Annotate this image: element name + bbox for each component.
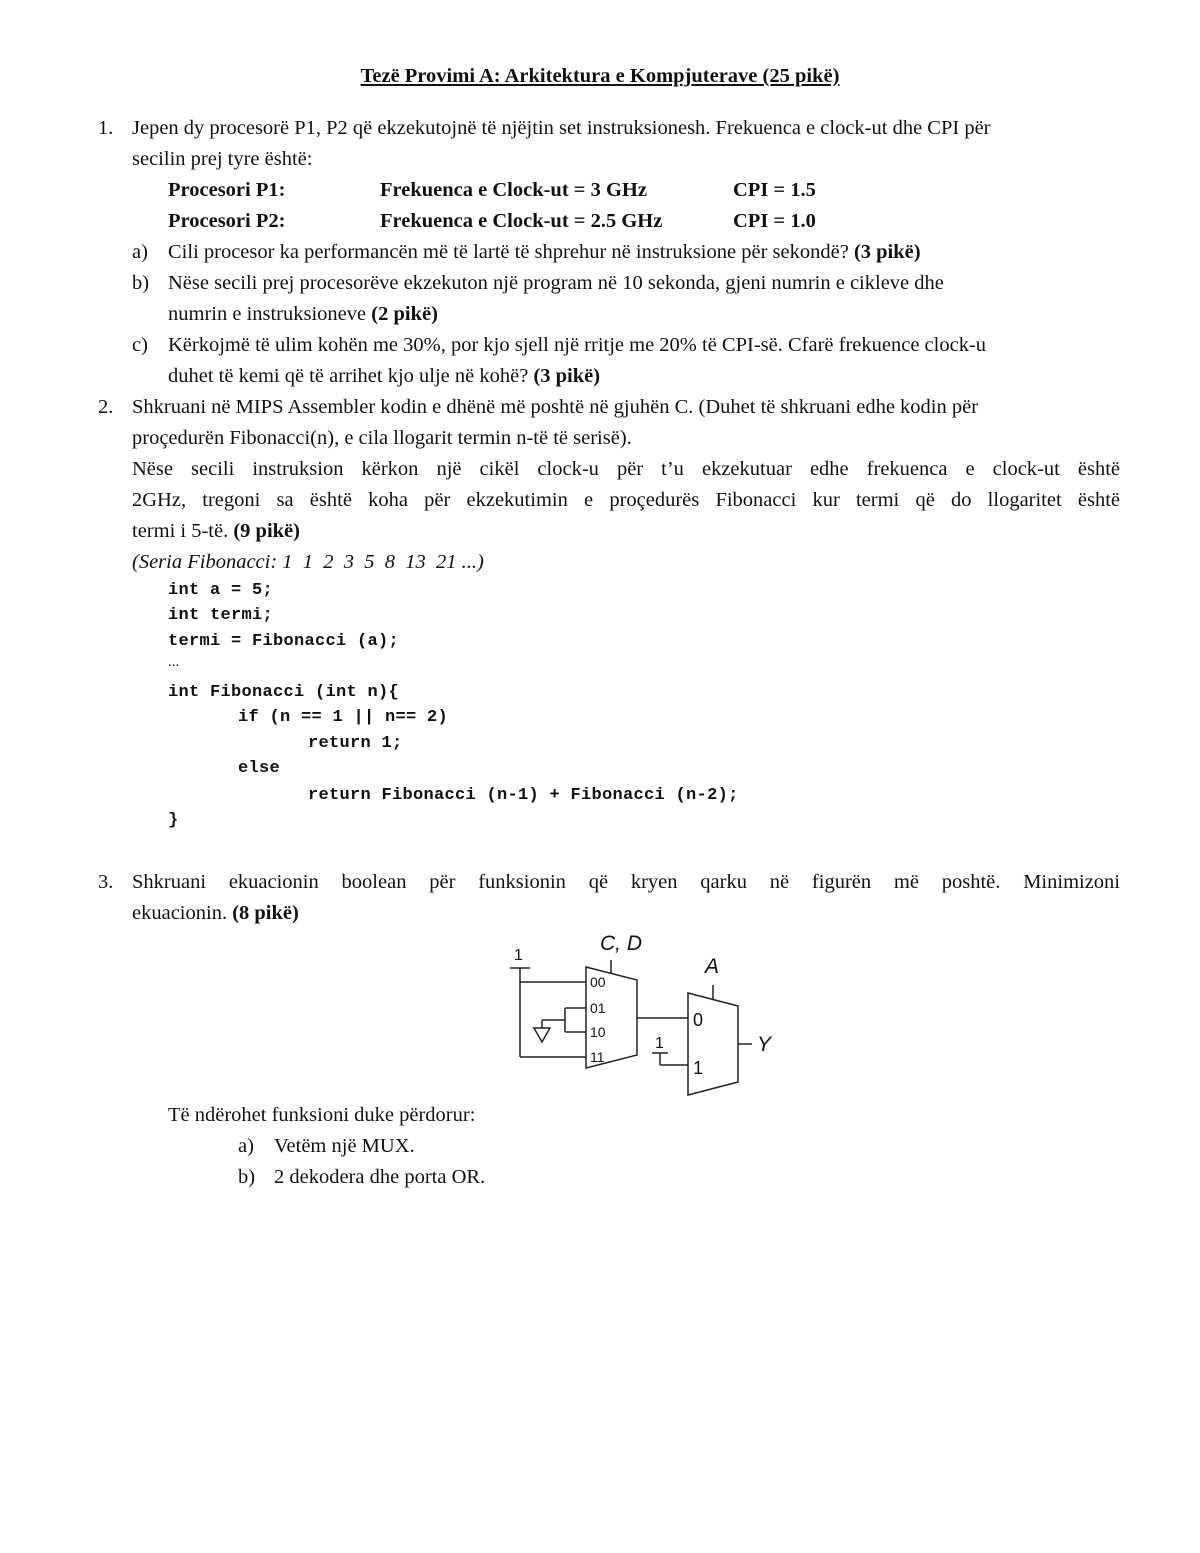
code-line: int a = 5; xyxy=(168,581,274,600)
p1-freq: Frekuenca e Clock-ut = 3 GHz xyxy=(380,179,647,201)
q1c-line2 xyxy=(168,366,600,387)
q3-opt-a-text: Vetëm një MUX. xyxy=(274,1135,415,1157)
q1b-line2 xyxy=(168,304,438,325)
q1-number: 1. xyxy=(98,117,114,139)
code-line: ... xyxy=(168,654,180,670)
p1-cpi: CPI = 1.5 xyxy=(733,179,816,201)
q3-task-intro: Të ndërohet funksioni duke përdorur: xyxy=(168,1104,476,1126)
q2-points: (9 pikë) xyxy=(233,520,300,542)
q1c-label: c) xyxy=(132,334,148,356)
mux2-input-1: 1 xyxy=(693,1058,704,1078)
q1a-label: a) xyxy=(132,241,148,263)
code-line: return 1; xyxy=(308,734,403,753)
q1c-line2-text: duhet të kemi që të arrihet kjo ulje në kohë? xyxy=(168,365,529,387)
mux-circuit-diagram xyxy=(500,925,800,1100)
q2-number: 2. xyxy=(98,396,114,418)
q1a-text xyxy=(168,242,921,263)
q1a-question: Cili procesor ka performancën më të lartë të shprehur në instruksione për sekondë? xyxy=(168,241,849,263)
q2-line1: Shkruani në MIPS Assembler kodin e dhënë më poshtë në gjuhën C. (Duhet të shkruani edhe kodin për xyxy=(132,396,979,418)
p2-name: Procesori P2: xyxy=(168,210,286,232)
fibonacci-series: (Seria Fibonacci: 1 1 2 3 5 8 13 21 ...) xyxy=(132,551,484,573)
code-line: } xyxy=(168,811,179,830)
mux4-input-00: 00 xyxy=(590,974,606,990)
code-line: if (n == 1 || n== 2) xyxy=(238,708,449,727)
q3-line1: Shkruani ekuacionin boolean për funksionin që kryen qarku në figurën më poshtë. Minimizoni xyxy=(132,871,1120,893)
q3-points: (8 pikë) xyxy=(232,902,299,924)
p1-name: Procesori P1: xyxy=(168,179,286,201)
p2-cpi: CPI = 1.0 xyxy=(733,210,816,232)
q3-opt-b-label: b) xyxy=(238,1166,256,1188)
q1b-points: (2 pikë) xyxy=(371,303,438,325)
q3-opt-a-label: a) xyxy=(238,1135,254,1157)
q3-line2 xyxy=(132,903,299,924)
code-line: return Fibonacci (n-1) + Fibonacci (n-2); xyxy=(308,786,739,805)
q1c-points: (3 pikë) xyxy=(533,365,601,387)
mux2-input-0: 0 xyxy=(693,1010,704,1030)
q2-line5 xyxy=(132,521,300,542)
page-title: Tezë Provimi A: Arkitektura e Kompjuterave (25 pikë) xyxy=(360,65,840,87)
mux4-input-11: 11 xyxy=(590,1049,605,1065)
q3-number: 3. xyxy=(98,871,114,893)
code-line: int Fibonacci (int n){ xyxy=(168,683,400,702)
q1a-points: (3 pikë) xyxy=(853,241,921,263)
const-one-left: 1 xyxy=(514,947,523,964)
q1b-line1: Nëse secili prej procesorëve ekzekuton një program në 10 sekonda, gjeni numrin e cikleve dhe xyxy=(168,272,944,294)
output-label-y: Y xyxy=(757,1033,772,1056)
q1b-label: b) xyxy=(132,272,150,294)
const-one-right: 1 xyxy=(655,1035,664,1052)
code-line: termi = Fibonacci (a); xyxy=(168,632,400,651)
p2-freq: Frekuenca e Clock-ut = 2.5 GHz xyxy=(380,210,663,232)
q2-line2: proçedurën Fibonacci(n), e cila llogarit termin n-të të serisë). xyxy=(132,427,632,449)
mux4-input-01: 01 xyxy=(590,1000,606,1016)
q1-intro-line2: secilin prej tyre është: xyxy=(132,148,313,170)
q1-intro-line1: Jepen dy procesorë P1, P2 që ekzekutojnë të njëjtin set instruksionesh. Frekuenca e clock-ut dhe CPI për xyxy=(132,117,991,139)
select-label-cd: C, D xyxy=(600,932,642,955)
q1b-line2-text: numrin e instruksioneve xyxy=(168,303,367,325)
q2-line4: 2GHz, tregoni sa është koha për ekzekutimin e proçedurës Fibonacci kur termi që do llogaritet është xyxy=(132,489,1120,511)
code-line: else xyxy=(238,759,281,778)
q1c-line1: Kërkojmë të ulim kohën me 30%, por kjo sjell një rritje me 20% të CPI-së. Cfarë frekuence clock-u xyxy=(168,334,987,356)
q3-line2-text: ekuacionin. xyxy=(132,902,228,924)
code-line: int termi; xyxy=(168,606,274,625)
q3-opt-b-text: 2 dekodera dhe porta OR. xyxy=(274,1166,486,1188)
q2-line5-text: termi i 5-të. xyxy=(132,520,229,542)
q2-line3: Nëse secili instruksion kërkon një cikël clock-u për t’u ekzekutuar edhe frekuenca e clock-ut është xyxy=(132,458,1120,480)
mux-2to1 xyxy=(688,993,738,1095)
mux4-input-10: 10 xyxy=(590,1024,606,1040)
select-label-a: A xyxy=(705,955,720,978)
